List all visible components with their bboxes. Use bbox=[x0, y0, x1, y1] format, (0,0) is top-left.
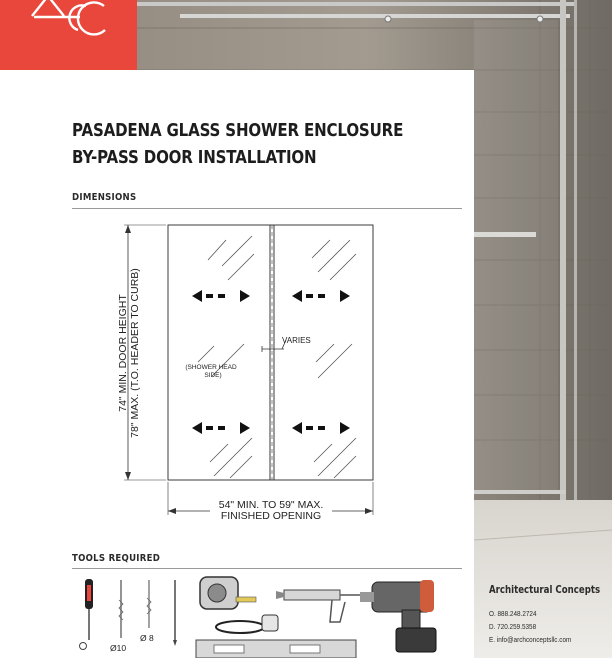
drill-bit-8-icon bbox=[147, 580, 151, 628]
title-line-2: BY-PASS DOOR INSTALLATION bbox=[72, 148, 317, 168]
tape-measure-icon bbox=[200, 577, 256, 609]
height-label-2: 78" MAX. (T.O. HEADER TO CURB) bbox=[129, 268, 141, 438]
level-icon bbox=[196, 640, 356, 658]
varies-label: VARIES bbox=[282, 336, 311, 345]
pencil-icon bbox=[173, 580, 177, 646]
power-cord-icon bbox=[216, 615, 278, 633]
screwdriver-icon bbox=[80, 579, 94, 650]
width-label-1: 54" MIN. TO 59" MAX. bbox=[218, 499, 324, 511]
direct-phone: D. 720.259.5358 bbox=[489, 622, 537, 631]
email-address[interactable]: E. info@archconceptsllc.com bbox=[489, 635, 572, 644]
office-phone: O. 888.248.2724 bbox=[489, 609, 537, 618]
shower-head-label-1: (SHOWER HEAD bbox=[185, 364, 237, 371]
tools-heading: TOOLS REQUIRED bbox=[72, 553, 161, 564]
drill-bit-10-icon bbox=[119, 580, 123, 638]
company-name: Architectural Concepts bbox=[489, 584, 601, 596]
cordless-drill-icon bbox=[360, 580, 436, 652]
caulking-gun-icon bbox=[276, 590, 362, 622]
title-line-1: PASADENA GLASS SHOWER ENCLOSURE bbox=[72, 121, 404, 141]
shower-head-label-2: SIDE) bbox=[204, 372, 222, 379]
height-label-1: 74" MIN. DOOR HEIGHT bbox=[117, 294, 129, 412]
width-label-2: FINISHED OPENING bbox=[220, 510, 322, 522]
drill-bit-10-label: Ø10 bbox=[110, 643, 127, 653]
dimensions-heading: DIMENSIONS bbox=[72, 192, 137, 203]
drill-bit-8-label: Ø 8 bbox=[140, 633, 154, 643]
